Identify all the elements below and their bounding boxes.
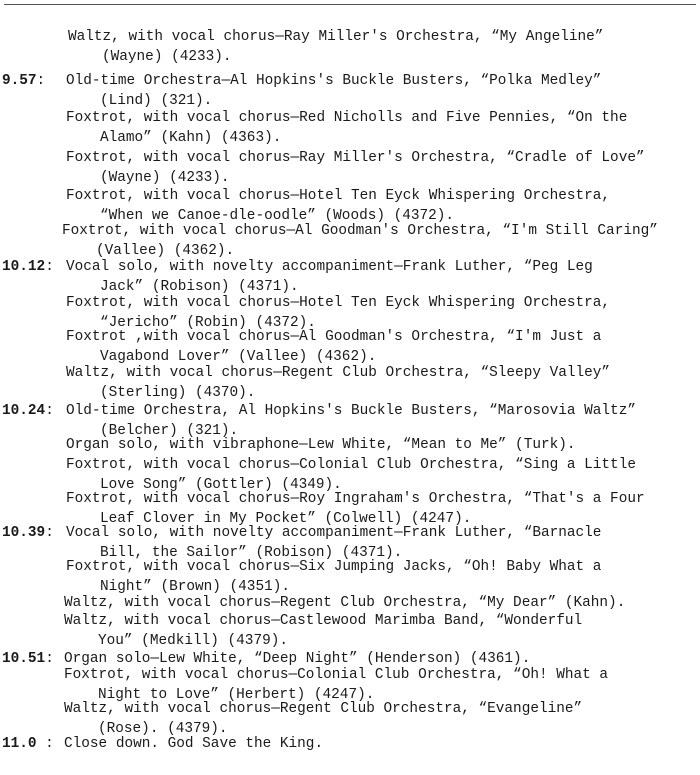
entry-line: Jack” (Robison) (4371). [100,278,299,295]
entry-line: “When we Canoe-dle-oodle” (Woods) (4372). [100,207,455,224]
programme-entry [64,735,323,755]
programme-entry [66,258,593,297]
programme-entry [62,222,658,261]
entry-line: (Lind) (321). [100,92,213,109]
entry-line: Organ solo, with vibraphone—Lew White, “Mean to Me” (Turk). [66,437,576,453]
top-rule [4,4,696,5]
entry-line: Night” (Brown) (4351). [100,578,290,595]
time-stamp: 10.24: [2,403,54,419]
entry-line: Foxtrot, with vocal chorus—Hotel Ten Eyck Whispering Orchestra, [66,295,611,311]
entry-line: Foxtrot, with vocal chorus—Al Goodman's Orchestra, “I'm Still Caring” [62,223,658,239]
programme-entry [64,612,582,651]
programme-entry [66,187,610,226]
programme-entry [66,328,601,367]
entry-line: Foxtrot, with vocal chorus—Roy Ingraham's Orchestra, “That's a Four [66,491,645,507]
entry-line: Foxtrot, with vocal chorus—Ray Miller's Orchestra, “Cradle of Love” [66,150,645,166]
entry-line: (Sterling) (4370). [100,384,256,401]
entry-line: Organ solo—Lew White, “Deep Night” (Henderson) (4361). [64,651,531,667]
entry-line: Foxtrot, with vocal chorus—Colonial Club Orchestra, “Sing a Little [66,457,636,473]
entry-line: “Jericho” (Robin) (4372). [100,314,316,331]
programme-entry [64,594,625,614]
entry-line: Bill, the Sailor” (Robison) (4371). [100,544,403,561]
entry-line: Waltz, with vocal chorus—Regent Club Orchestra, “My Dear” (Kahn). [64,595,626,611]
entry-line: Alamo” (Kahn) (4363). [100,129,282,146]
entry-line: (Wayne) (4233). [100,169,230,186]
entry-line: (Belcher) (321). [100,422,239,439]
programme-entry [64,700,582,739]
programme-entry [68,28,603,67]
programme-entry [66,364,610,403]
entry-line: (Wayne) (4233). [102,48,232,65]
entry-line: Vagabond Lover” (Vallee) (4362). [100,348,377,365]
entry-line: Vocal solo, with novelty accompaniment—Frank Luther, “Peg Leg [66,259,593,275]
time-stamp: 9.57: [2,73,46,89]
programme-entry [66,558,601,597]
entry-line: Old-time Orchestra, Al Hopkins's Buckle Busters, “Marosovia Waltz” [66,403,636,419]
entry-line: Foxtrot, with vocal chorus—Red Nicholls and Five Pennies, “On the [66,110,628,126]
entry-line: Foxtrot ,with vocal chorus—Al Goodman's Orchestra, “I'm Just a [66,329,602,345]
entry-line: Love Song” (Gottler) (4349). [100,476,342,493]
entry-line: Close down. God Save the King. [64,736,324,752]
entry-line: Foxtrot, with vocal chorus—Hotel Ten Eyck Whispering Orchestra, [66,188,611,204]
entry-line: Waltz, with vocal chorus—Castlewood Marimba Band, “Wonderful [64,613,583,629]
entry-line: (Vallee) (4362). [96,242,235,259]
entry-line: Leaf Clover in My Pocket” (Colwell) (4247). [100,510,472,527]
time-stamp: 10.51: [2,651,54,667]
entry-line: Old-time Orchestra—Al Hopkins's Buckle Busters, “Polka Medley” [66,73,602,89]
time-stamp: 10.39: [2,525,54,541]
programme-entry [66,72,601,111]
entry-line: Waltz, with vocal chorus—Regent Club Orchestra, “Sleepy Valley” [66,365,611,381]
entry-line: Waltz, with vocal chorus—Ray Miller's Orchestra, “My Angeline” [68,29,604,45]
programme-entry [66,436,576,456]
time-stamp: 10.12: [2,259,54,275]
programme-entry [66,149,645,188]
entry-line: You” (Medkill) (4379). [98,632,288,649]
entry-line: Night to Love” (Herbert) (4247). [98,686,375,703]
entry-line: Waltz, with vocal chorus—Regent Club Orchestra, “Evangeline” [64,701,583,717]
entry-line: Foxtrot, with vocal chorus—Colonial Club Orchestra, “Oh! What a [64,667,609,683]
time-stamp: 11.0 : [2,736,54,752]
entry-line: Foxtrot, with vocal chorus—Six Jumping Jacks, “Oh! Baby What a [66,559,602,575]
programme-entry [66,109,627,148]
entry-line: (Rose). (4379). [98,720,228,737]
entry-line: Vocal solo, with novelty accompaniment—Frank Luther, “Barnacle [66,525,602,541]
